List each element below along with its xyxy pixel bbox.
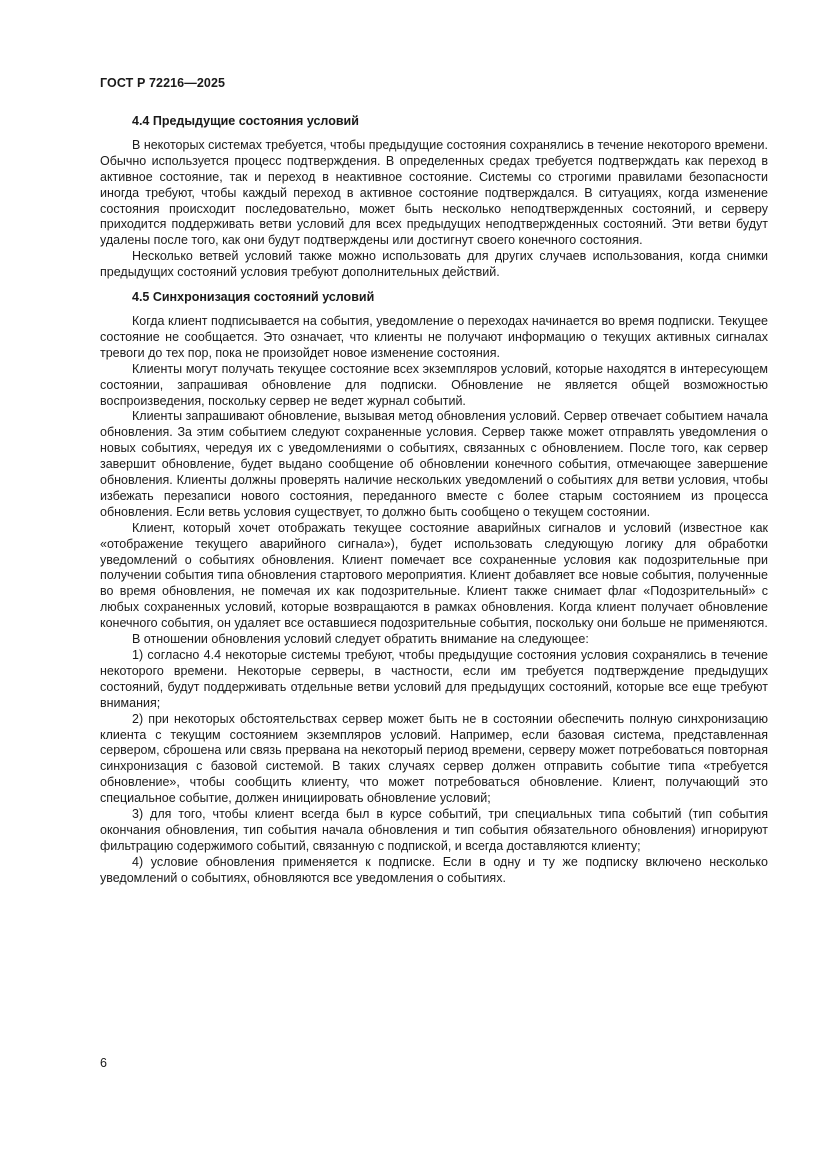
section-4-4 bbox=[100, 114, 768, 281]
list-item: 4) условие обновления применяется к подписке. Если в одну и ту же подписку включено несколько уведомлений о событиях, обновляются все уведомления о событиях. bbox=[100, 854, 768, 885]
document-body bbox=[100, 114, 768, 887]
paragraph: В отношении обновления условий следует обратить внимание на следующее: bbox=[132, 632, 589, 647]
paragraph: Клиент, который хочет отображать текущее состояние аварийных сигналов и условий (известное как «отображение текущего аварийного сигнала»), будет использовать следующую логику для обработки уведомлений о событиях обновления. Клиент помечает все сохраненные условия как подозрительные при получении события типа обновления стартового мероприятия. Клиент добавляет все новые события, полученные во время обновления, не помечая их как подозрительные. Клиент также снимает флаг «Подозрительный» с любых сохраненных условий, которые возвращаются в рамках обновления. Когда клиент получает обновление конечного события, он удаляет все оставшиеся подозрительные события, поскольку они больше не применяются. bbox=[100, 520, 768, 631]
section-4-5 bbox=[100, 290, 768, 887]
list-item: 1) согласно 4.4 некоторые системы требуют, чтобы предыдущие состояния условия сохранялись в течение некоторого времени. Некоторые серверы, в частности, если им требуется подтверждение предыдущих состояний, будут поддерживать отдельные ветви условий для предыдущих состояний, которые все еще требуют внимания; bbox=[100, 648, 768, 710]
paragraph: Клиенты могут получать текущее состояние всех экземпляров условий, которые находятся в интересующем состоянии, запрашивая обновление для подписки. Обновление не является общей возможностью воспроизведения, поскольку сервер не ведет журнал событий. bbox=[100, 361, 768, 408]
page-number: 6 bbox=[100, 1056, 107, 1070]
section-title: 4.4 Предыдущие состояния условий bbox=[132, 114, 359, 128]
list-item: 2) при некоторых обстоятельствах сервер может быть не в состоянии обеспечить полную синхронизацию клиента с текущим состоянием экземпляров условий. Например, если базовая система, представленная сервером, сброшена или связь прервана на некоторый период времени, серверу может потребоваться повторная синхронизация с базовой системой. В таких случаях сервер должен отправить событие типа «требуется обновление», чтобы сообщить клиенту, что может потребоваться обновление. Клиент, получающий это специальное событие, должен инициировать обновление условий; bbox=[100, 711, 768, 806]
paragraph: Клиенты запрашивают обновление, вызывая метод обновления условий. Сервер отвечает событием начала обновления. За этим событием следуют сохраненные условия. Сервер также может отправлять уведомления о новых событиях, чередуя их с уведомлениями о событиях, связанных с обновлением. После того, как сервер завершит обновление, будет выдано сообщение об обновлении конечного события, отмечающее завершение обновления. Клиенты должны проверять наличие нескольких уведомлений о событиях для ветви условия, чтобы избежать перезаписи нового состояния, переданного вместе с более старым состоянием из процесса обновления. Если ветвь условия существует, то должно быть сообщено о текущем состоянии. bbox=[100, 409, 768, 519]
list-item: 3) для того, чтобы клиент всегда был в курсе событий, три специальных типа событий (тип события окончания обновления, тип события начала обновления и тип события обязательного обновления) игнорируют фильтрацию содержимого событий, связанную с подпиской, и всегда доставляются клиенту; bbox=[100, 807, 768, 853]
section-title: 4.5 Синхронизация состояний условий bbox=[132, 290, 375, 305]
document-header: ГОСТ Р 72216—2025 bbox=[100, 76, 226, 90]
paragraph: В некоторых системах требуется, чтобы предыдущие состояния сохранялись в течение некоторого времени. Обычно используется процесс подтверждения. В определенных средах требуется подтверждать как переход в активное состояние, так и переход в неактивное состояние. Системы со строгими правилами безопасности иногда требуют, чтобы каждый переход в активное состояние подтверждался. В ситуациях, когда изменение состояния происходит последовательно, может быть несколько неподтвержденных состояний, и серверу приходится поддерживать ветви условий для всех предыдущих неподтвержденных состояний. Эти ветви будут удалены после того, как они будут подтверждены или достигнут своего конечного состояния. bbox=[100, 137, 768, 248]
paragraph: Несколько ветвей условий также можно использовать для других случаев использования, когда снимки предыдущих состояний условия требуют дополнительных действий. bbox=[100, 249, 768, 280]
paragraph: Когда клиент подписывается на события, уведомление о переходах начинается во время подписки. Текущее состояние не сообщается. Это означает, что клиенты не получают информацию о текущих активных сигналах тревоги до тех пор, пока не произойдет новое изменение состояния. bbox=[100, 313, 768, 360]
